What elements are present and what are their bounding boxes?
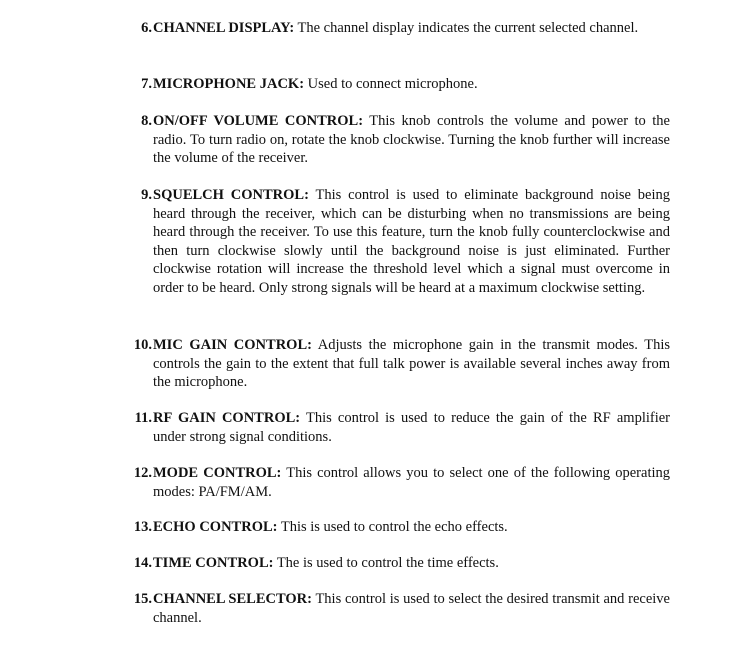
item-body: [153, 75, 670, 94]
item-title: MODE CONTROL:: [153, 465, 282, 481]
list-item-11: [118, 409, 670, 446]
item-number: 8.: [141, 113, 152, 129]
item-title: ON/OFF VOLUME CONTROL:: [153, 113, 364, 129]
item-title: CHANNEL DISPLAY:: [153, 20, 295, 36]
item-title: SQUELCH CONTROL:: [153, 187, 309, 203]
item-description: This knob controls the volume and power to the radio. To turn radio on, rotate the knob clockwise. Turning the knob further will increase the volume of the receiver.: [153, 113, 670, 167]
item-number: 9.: [141, 187, 152, 203]
item-description: This control allows you to select one of the following operating modes: PA/FM/AM.: [153, 465, 671, 500]
list-item-7: [118, 75, 670, 94]
item-number: 13.: [133, 519, 152, 535]
item-body: [153, 554, 670, 573]
item-body: [153, 464, 670, 501]
item-body: [153, 409, 670, 446]
item-description: Used to connect microphone.: [304, 76, 478, 92]
item-title: MICROPHONE JACK:: [153, 76, 305, 92]
item-number: 15.: [133, 591, 152, 607]
item-body: [153, 186, 670, 298]
item-description: Adjusts the microphone gain in the transmit modes. This controls the gain to the extent that full talk power is available several inches away from the microphone.: [153, 337, 671, 391]
item-description: This is used to control the echo effects.: [277, 519, 508, 535]
list-item-13: [118, 518, 670, 537]
item-description: The channel display indicates the current selected channel.: [294, 20, 639, 36]
item-title: RF GAIN CONTROL:: [153, 410, 301, 426]
list-item-12: [118, 464, 670, 501]
item-description: This control is used to select the desired transmit and receive channel.: [153, 591, 670, 626]
item-number: 10.: [133, 337, 152, 353]
item-description: This control is used to eliminate background noise being heard through the receiver, which can be disturbing when no transmissions are being heard through the receiver. To use this feature, turn the knob fully counterclockwise and then turn clockwise slowly until the background noise is just eliminated. Further clockwise rotation will increase the threshold level which a signal must overcome in order to be heard. Only strong signals will be heard at a maximum clockwise setting.: [153, 187, 670, 296]
list-item-9: [118, 186, 670, 298]
list-item-8: [118, 112, 670, 168]
item-title: TIME CONTROL:: [153, 555, 274, 571]
item-description: The is used to control the time effects.: [273, 555, 499, 571]
item-title: ECHO CONTROL:: [153, 519, 278, 535]
list-item-14: [118, 554, 670, 573]
item-body: [153, 518, 670, 537]
item-body: [153, 112, 670, 168]
item-description: This control is used to reduce the gain of the RF amplifier under strong signal conditions.: [153, 410, 670, 445]
item-number: 6.: [141, 20, 152, 36]
item-number: 12.: [133, 465, 152, 481]
item-number: 11.: [134, 410, 152, 426]
list-item-6: [118, 19, 670, 38]
item-body: [153, 336, 670, 392]
list-item-10: [118, 336, 670, 392]
item-body: [153, 590, 670, 627]
item-body: [153, 19, 670, 38]
item-title: MIC GAIN CONTROL:: [153, 337, 312, 353]
item-number: 7.: [141, 76, 152, 92]
list-item-15: [118, 590, 670, 627]
item-number: 14.: [133, 555, 152, 571]
item-title: CHANNEL SELECTOR:: [153, 591, 312, 607]
